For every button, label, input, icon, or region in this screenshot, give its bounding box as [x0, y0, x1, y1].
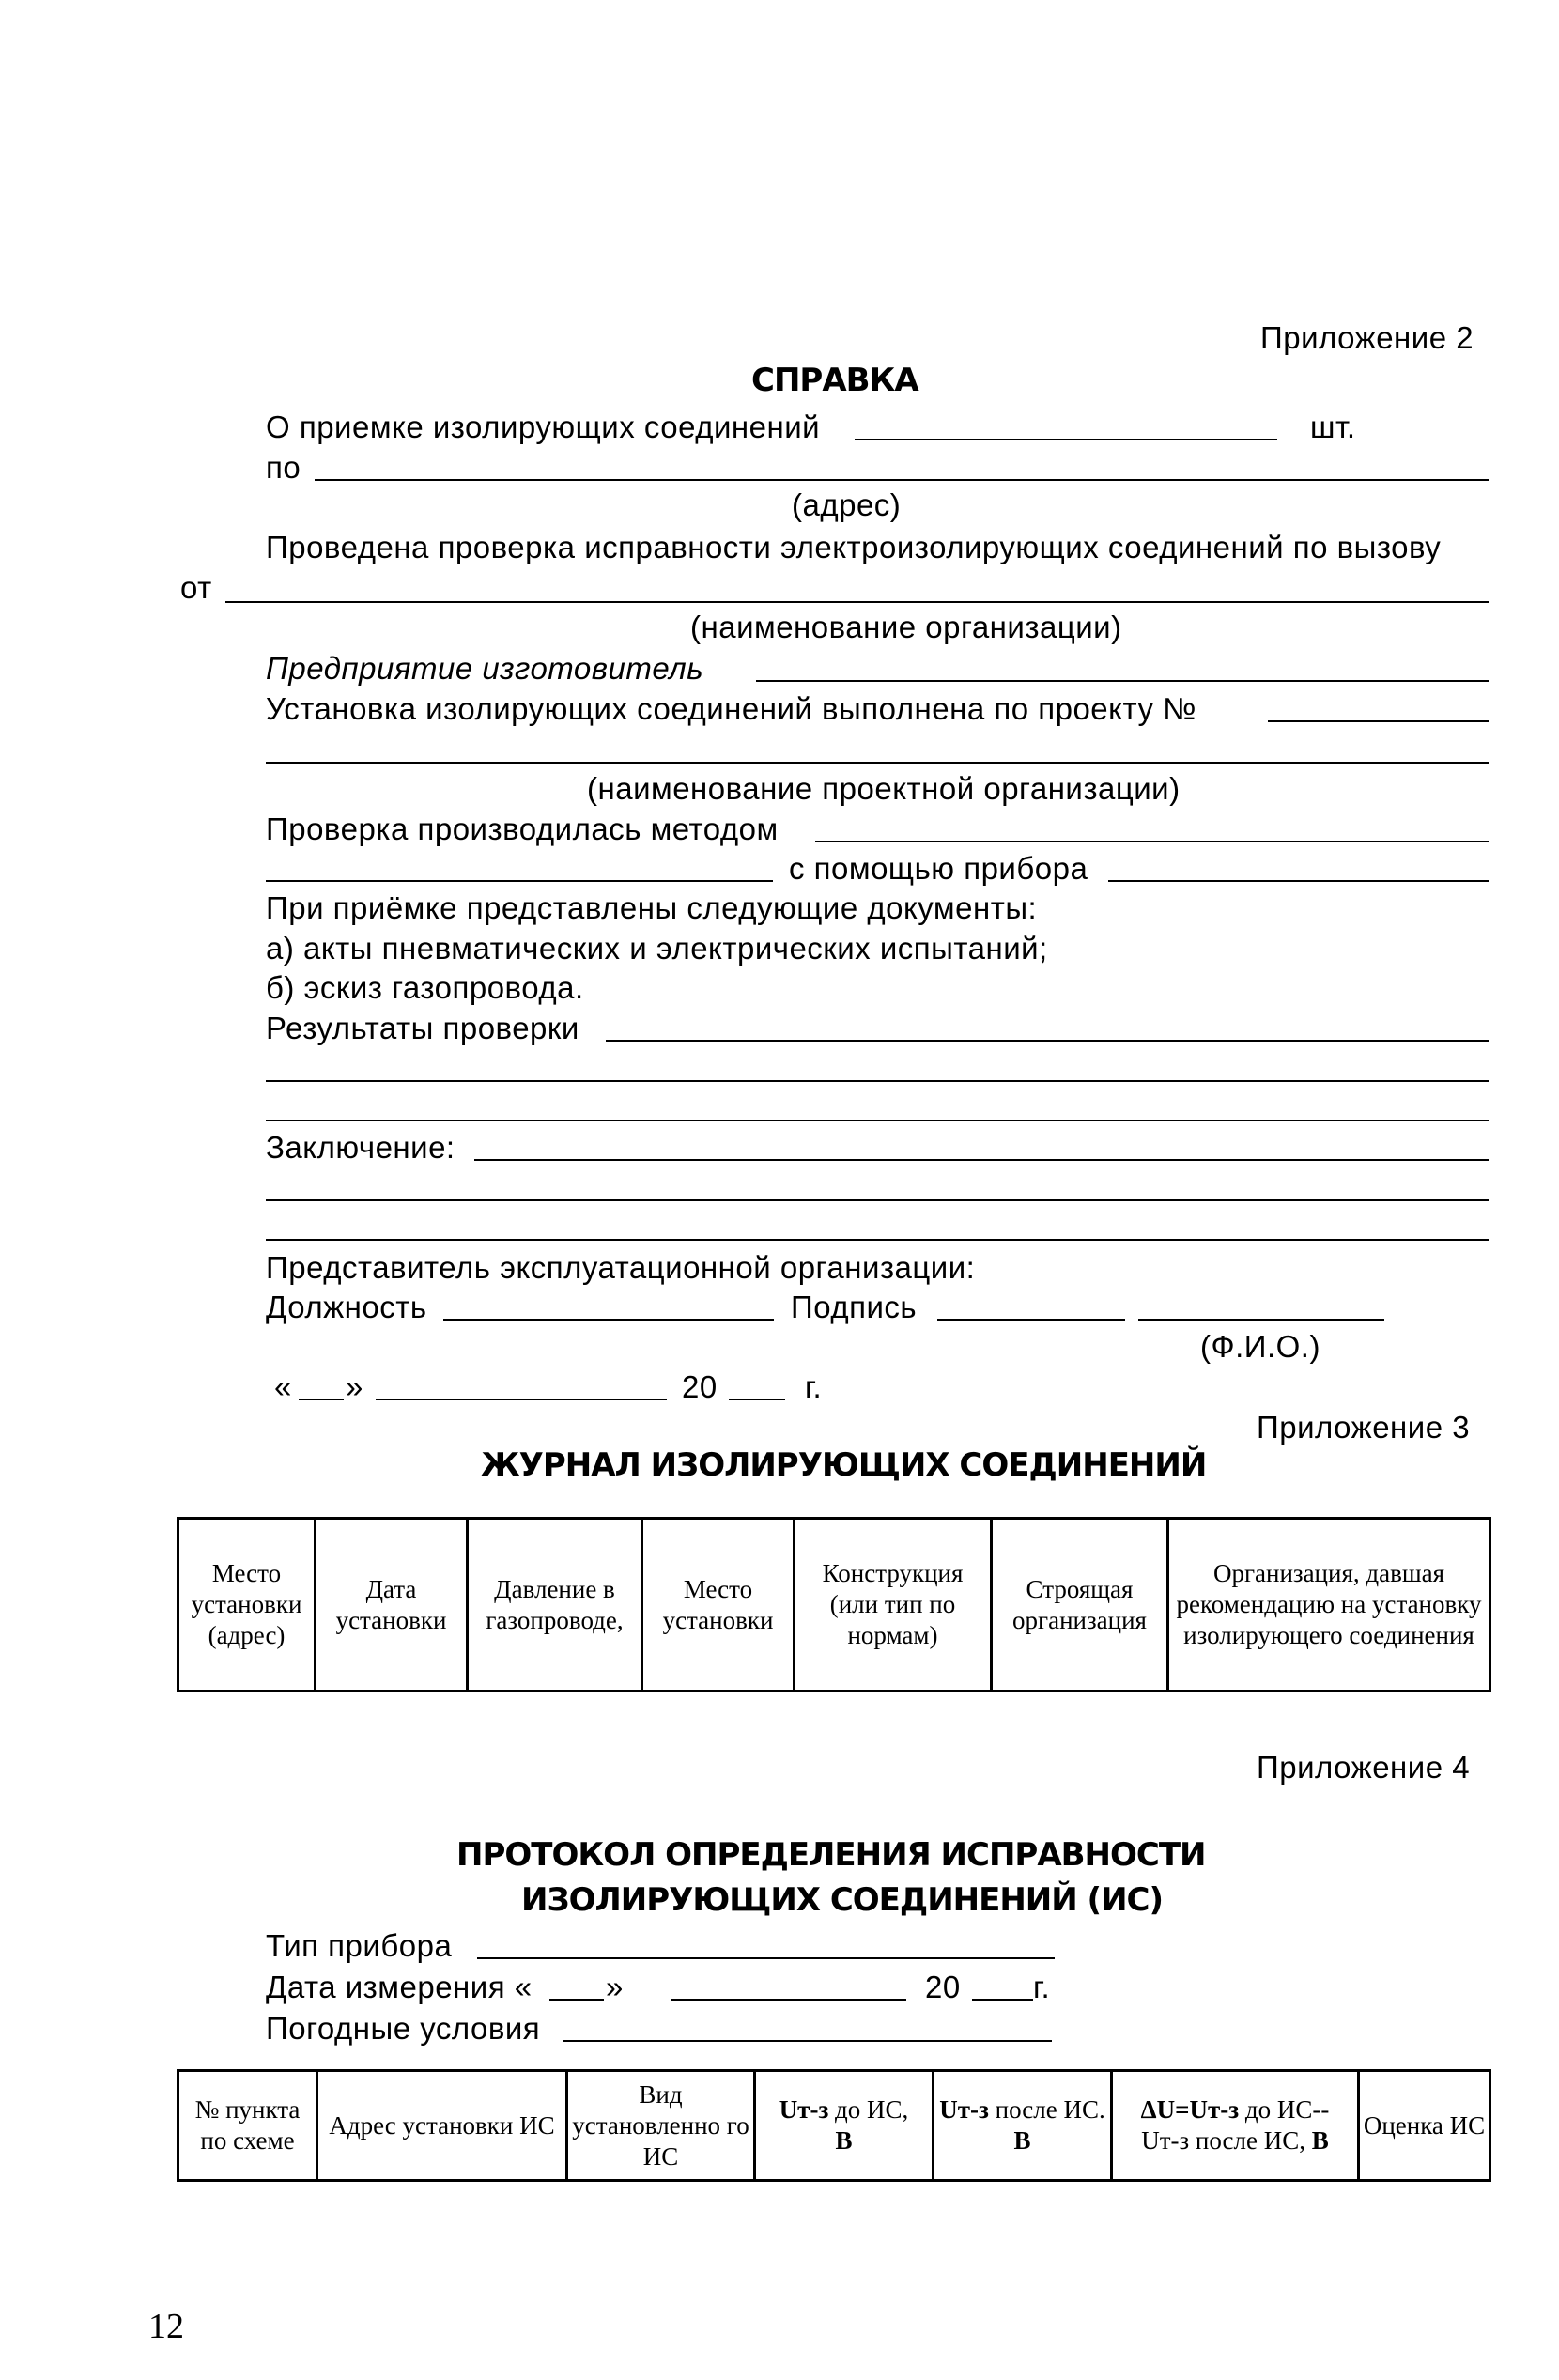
measure-year-prefix: 20: [925, 1970, 961, 2004]
po-label: по: [266, 450, 301, 485]
device-type-label: Тип прибора: [266, 1928, 453, 1963]
project-org-caption: (наименование проектной организации): [587, 771, 1181, 806]
table-header-row: [178, 2071, 1490, 2181]
appendix-3-label: Приложение 3: [1257, 1410, 1471, 1445]
voltage-qualifier: Uт-з после ИС,: [1141, 2126, 1305, 2155]
column-header: Адрес установки ИС: [317, 2071, 567, 2181]
column-header: [1112, 2071, 1359, 2181]
measure-month-field[interactable]: [671, 1999, 906, 2001]
representative-label: Представитель эксплуатационной организации:: [266, 1250, 976, 1285]
voltage-unit: В: [835, 2126, 853, 2155]
doc-item-b: б) эскиз газопровода.: [266, 970, 584, 1005]
conclusion-field-3[interactable]: [266, 1239, 1489, 1241]
signature-field[interactable]: [937, 1319, 1125, 1321]
conclusion-field-1[interactable]: [474, 1159, 1489, 1161]
voltage-unit: В: [1013, 2126, 1031, 2155]
unit-label: шт.: [1310, 410, 1356, 444]
date-close-quote: »: [346, 1369, 363, 1404]
column-header: Место установки (адрес): [178, 1519, 316, 1692]
spravka-title: СПРАВКА: [751, 362, 918, 399]
column-header: № пункта по схеме: [178, 2071, 317, 2181]
device-field[interactable]: [1108, 880, 1489, 882]
device-label: с помощью прибора: [789, 851, 1088, 886]
voltage-unit: В: [1311, 2126, 1329, 2155]
results-field-1[interactable]: [606, 1040, 1489, 1042]
project-org-field[interactable]: [266, 762, 1489, 764]
table-header-row: [178, 1519, 1490, 1692]
appendix-2-label: Приложение 2: [1260, 320, 1474, 355]
address-field[interactable]: [315, 479, 1489, 481]
voltage-qualifier: до ИС--: [1244, 2095, 1330, 2124]
measure-year-suffix: г.: [1033, 1970, 1051, 2004]
organization-caption: (наименование организации): [690, 610, 1122, 644]
voltage-qualifier: до ИС,: [835, 2095, 909, 2124]
column-header: Организация, давшая рекомендацию на установку изолирующего соединения: [1168, 1519, 1490, 1692]
manufacturer-field[interactable]: [756, 680, 1489, 682]
quantity-field[interactable]: [855, 439, 1277, 440]
measure-day-field[interactable]: [549, 1999, 604, 2001]
position-label: Должность: [266, 1290, 427, 1324]
results-field-2[interactable]: [266, 1080, 1489, 1082]
protocol-table: [177, 2069, 1491, 2182]
project-label: Установка изолирующих соединений выполнена по проекту №: [266, 691, 1197, 726]
organization-field[interactable]: [225, 601, 1489, 603]
acceptance-label: О приемке изолирующих соединений: [266, 410, 821, 444]
column-header: Оценка ИС: [1359, 2071, 1490, 2181]
measure-date-label: Дата измерения «: [266, 1970, 533, 2004]
date-year-suffix: г.: [805, 1369, 823, 1404]
weather-label: Погодные условия: [266, 2011, 541, 2046]
project-number-field[interactable]: [1268, 720, 1489, 722]
appendix-4-label: Приложение 4: [1257, 1750, 1471, 1785]
docs-intro: При приёмке представлены следующие документы:: [266, 890, 1038, 925]
column-header: [934, 2071, 1112, 2181]
voltage-symbol: Uт-з: [939, 2095, 989, 2124]
voltage-qualifier: после ИС.: [995, 2095, 1105, 2124]
measure-year-field[interactable]: [972, 1999, 1033, 2001]
fio-caption: (Ф.И.О.): [1200, 1329, 1320, 1364]
signature-label: Подпись: [791, 1290, 918, 1324]
date-day-field[interactable]: [299, 1399, 344, 1400]
doc-item-a: а) акты пневматических и электрических испытаний;: [266, 931, 1048, 966]
date-year-field[interactable]: [729, 1399, 785, 1400]
column-header: Место установки: [642, 1519, 795, 1692]
journal-table: [177, 1517, 1491, 1692]
journal-title: ЖУРНАЛ ИЗОЛИРУЮЩИХ СОЕДИНЕНИЙ: [481, 1446, 1207, 1484]
date-month-field[interactable]: [376, 1399, 667, 1400]
position-field[interactable]: [443, 1319, 774, 1321]
date-open-quote: «: [274, 1369, 292, 1404]
address-caption: (адрес): [792, 487, 902, 522]
column-header: Дата установки: [316, 1519, 468, 1692]
method-field-cont[interactable]: [266, 880, 773, 882]
voltage-symbol: Uт-з: [779, 2095, 829, 2124]
date-year-prefix: 20: [682, 1369, 718, 1404]
method-label: Проверка производилась методом: [266, 811, 779, 846]
column-header: Давление в газопроводе,: [468, 1519, 642, 1692]
results-field-3[interactable]: [266, 1120, 1489, 1121]
weather-field[interactable]: [563, 2040, 1052, 2042]
method-field[interactable]: [815, 841, 1489, 842]
measure-date-close: »: [606, 1970, 624, 2004]
manufacturer-label: Предприятие изготовитель: [266, 651, 704, 686]
column-header: Конструкция (или тип по нормам): [795, 1519, 992, 1692]
ot-label: от: [180, 570, 212, 605]
page-number: 12: [148, 2307, 184, 2346]
conclusion-label: Заключение:: [266, 1130, 455, 1165]
conclusion-field-2[interactable]: [266, 1199, 1489, 1201]
fio-field[interactable]: [1138, 1319, 1384, 1321]
check-intro: Проведена проверка исправности электроизолирующих соединений по вызову: [266, 530, 1442, 564]
protocol-title-line-1: ПРОТОКОЛ ОПРЕДЕЛЕНИЯ ИСПРАВНОСТИ: [456, 1836, 1206, 1874]
delta-voltage-symbol: ΔU=Uт-з: [1140, 2095, 1240, 2124]
column-header: Вид установленно го ИС: [567, 2071, 755, 2181]
column-header: [755, 2071, 934, 2181]
protocol-title-line-2: ИЗОЛИРУЮЩИХ СОЕДИНЕНИЙ (ИС): [521, 1881, 1164, 1919]
results-label: Результаты проверки: [266, 1011, 579, 1045]
column-header: Строящая организация: [992, 1519, 1168, 1692]
device-type-field[interactable]: [477, 1957, 1055, 1959]
